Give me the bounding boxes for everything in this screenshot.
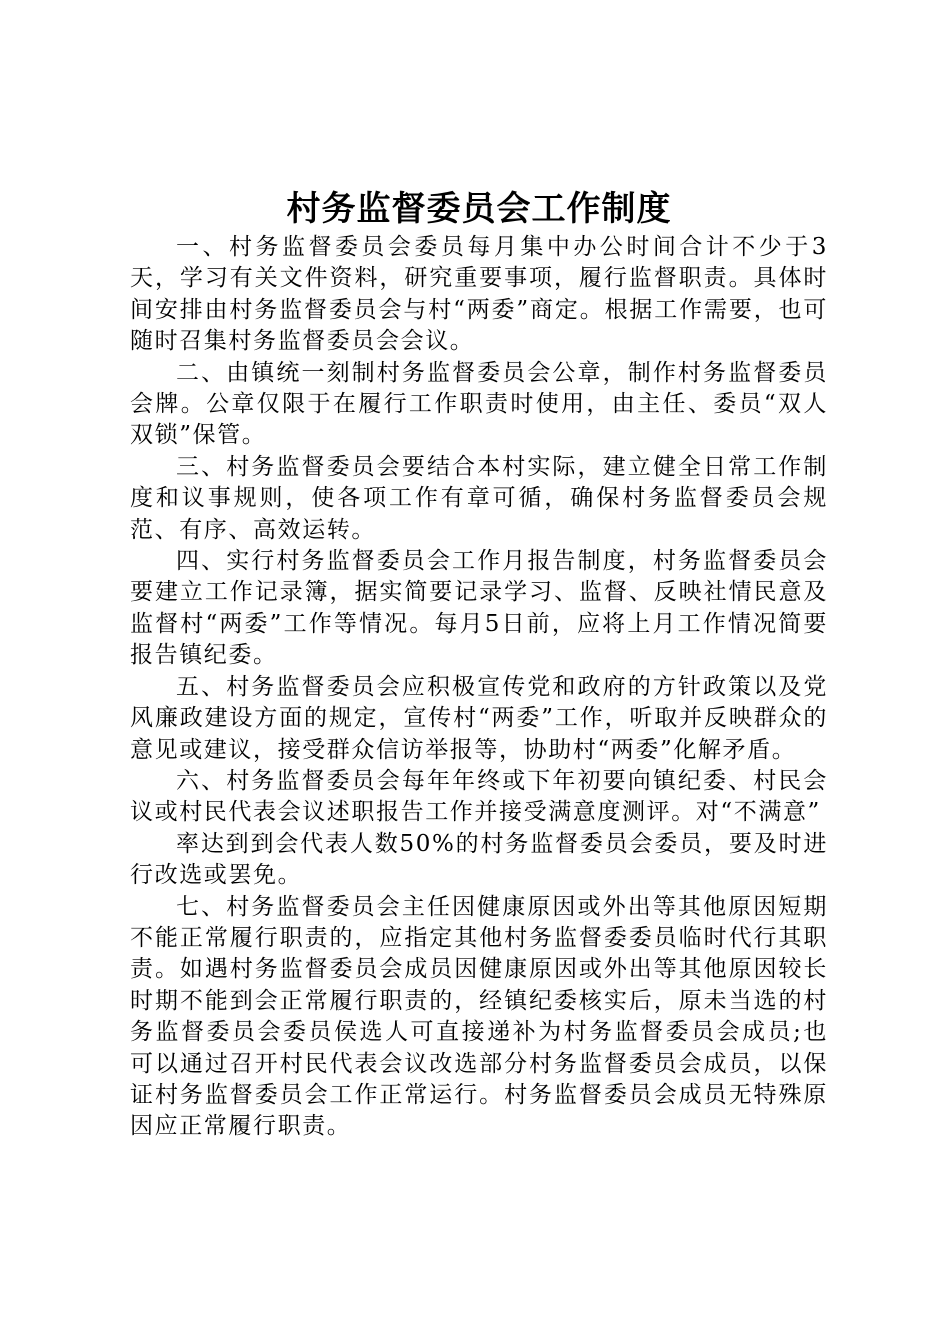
paragraph-4: 四、实行村务监督委员会工作月报告制度，村务监督委员会要建立工作记录簿，据实简要记录学习、监督、反映社情民意及监督村“两委”工作等情况。每月5日前，应将上月工作情况简要报告镇纪委。 xyxy=(130,548,828,669)
paragraph-6-continued: 率达到到会代表人数50%的村务监督委员会委员，要及时进行改选或罢免。 xyxy=(130,830,828,889)
paragraph-3: 三、村务监督委员会要结合本村实际，建立健全日常工作制度和议事规则，使各项工作有章可循，确保村务监督委员会规范、有序、高效运转。 xyxy=(130,453,828,543)
document-title: 村务监督委员会工作制度 xyxy=(286,189,672,229)
paragraph-2: 二、由镇统一刻制村务监督委员会公章，制作村务监督委员会牌。公章仅限于在履行工作职责时使用，由主任、委员“双人双锁”保管。 xyxy=(130,359,828,449)
paragraph-5: 五、村务监督委员会应积极宣传党和政府的方针政策以及党风廉政建设方面的规定，宣传村“两委”工作，听取并反映群众的意见或建议，接受群众信访举报等，协助村“两委”化解矛盾。 xyxy=(130,673,828,763)
paragraph-1: 一、村务监督委员会委员每月集中办公时间合计不少于3天，学习有关文件资料，研究重要事项，履行监督职责。具体时间安排由村务监督委员会与村“两委”商定。根据工作需要，也可随时召集村务监督委员会会议。 xyxy=(130,234,828,355)
paragraph-6: 六、村务监督委员会每年年终或下年初要向镇纪委、村民会议或村民代表会议述职报告工作并接受满意度测评。对“不满意” xyxy=(130,767,828,826)
document-page xyxy=(130,186,828,1143)
paragraph-7: 七、村务监督委员会主任因健康原因或外出等其他原因短期不能正常履行职责的，应指定其他村务监督委委员临时代行其职责。如遇村务监督委员会成员因健康原因或外出等其他原因较长时期不能到会正常履行职责的，经镇纪委核实后，原未当选的村务监督委员会委员侯选人可直接递补为村务监督委员会成员;也可以通过召开村民代表会议改选部分村务监督委员会成员，以保证村务监督委员会工作正常运行。村务监督委员会成员无特殊原因应正常履行职责。 xyxy=(130,893,828,1140)
